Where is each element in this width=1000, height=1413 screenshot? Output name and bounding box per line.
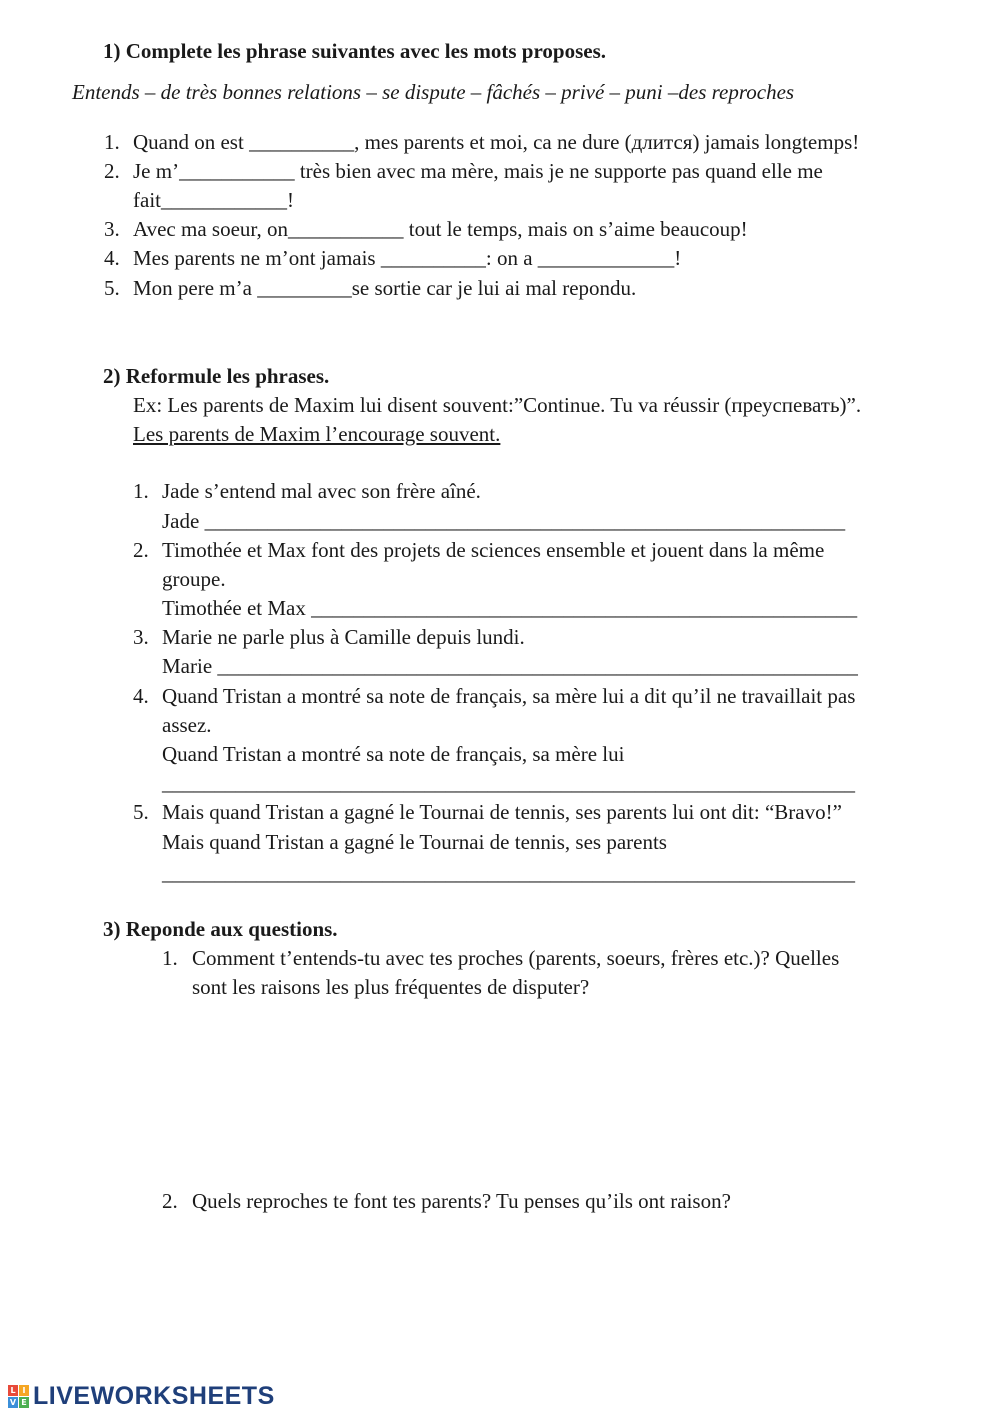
s2-item4-line3: Quand Tristan a montré sa note de français, sa mère lui <box>162 742 625 766</box>
s3-item2-number: 2. <box>162 1189 178 1213</box>
s2-example-answer: Les parents de Maxim l’encourage souvent. <box>133 422 501 446</box>
section3-heading: 3) Reponde aux questions. <box>103 917 338 941</box>
s2-item4-line2: assez. <box>162 713 212 737</box>
s2-item1-line2: Jade _____________________________________________________________ <box>162 509 846 533</box>
s1-item2-number: 2. <box>104 159 120 183</box>
s1-item1-number: 1. <box>104 130 120 154</box>
s3-item2-line1: Quels reproches te font tes parents? Tu penses qu’ils ont raison? <box>192 1189 731 1213</box>
s2-item2-number: 2. <box>133 538 149 562</box>
s1-item4-number: 4. <box>104 246 120 270</box>
logo-square-i: I <box>19 1385 29 1396</box>
word-bank: Entends – de très bonnes relations – se dispute – fâchés – privé – puni –des reproches <box>72 80 795 104</box>
s3-item1-number: 1. <box>162 946 178 970</box>
liveworksheets-logo[interactable] <box>8 1383 275 1409</box>
logo-square-e: E <box>19 1397 29 1408</box>
s1-item2-line2: fait____________! <box>133 188 294 212</box>
s1-item3-line1: Avec ma soeur, on___________ tout le temps, mais on s’aime beaucoup! <box>133 217 748 241</box>
s2-item1-number: 1. <box>133 479 149 503</box>
logo-text: LIVEWORKSHEETS <box>33 1381 275 1410</box>
s1-item5-number: 5. <box>104 276 120 300</box>
s2-item5-line3: __________________________________________________________________ <box>162 861 855 885</box>
s2-item2-line1: Timothée et Max font des projets de sciences ensemble et jouent dans la même <box>162 538 825 562</box>
s1-item2-line1: Je m’___________ très bien avec ma mère, mais je ne supporte pas quand elle me <box>133 159 823 183</box>
s3-item1-line2: sont les raisons les plus fréquentes de disputer? <box>192 975 590 999</box>
s2-item5-line1: Mais quand Tristan a gagné le Tournai de tennis, ses parents lui ont dit: “Bravo!” <box>162 800 842 824</box>
s2-item2-line3: Timothée et Max ____________________________________________________ <box>162 596 858 620</box>
s2-item4-line4: __________________________________________________________________ <box>162 771 855 795</box>
logo-square-l: L <box>8 1385 18 1396</box>
s2-item3-number: 3. <box>133 625 149 649</box>
s1-item3-number: 3. <box>104 217 120 241</box>
s2-item5-number: 5. <box>133 800 149 824</box>
s2-item3-line1: Marie ne parle plus à Camille depuis lundi. <box>162 625 525 649</box>
s2-item3-line2: Marie _____________________________________________________________ <box>162 654 858 678</box>
s3-item1-line1: Comment t’entends-tu avec tes proches (parents, soeurs, frères etc.)? Quelles <box>192 946 840 970</box>
s2-example: Ex: Les parents de Maxim lui disent souvent:”Continue. Tu va réussir (преуспевать)”. <box>133 393 862 417</box>
logo-mark-icon <box>8 1385 29 1408</box>
logo-square-v: V <box>9 1397 17 1407</box>
s2-item5-line2: Mais quand Tristan a gagné le Tournai de tennis, ses parents <box>162 830 667 854</box>
s2-item4-line1: Quand Tristan a montré sa note de français, sa mère lui a dit qu’il ne travaillait pas <box>162 684 856 708</box>
s2-item1-line1: Jade s’entend mal avec son frère aîné. <box>162 479 481 503</box>
section2-heading: 2) Reformule les phrases. <box>103 364 330 388</box>
section1-heading: 1) Complete les phrase suivantes avec les mots proposes. <box>103 39 606 63</box>
s2-item4-number: 4. <box>133 684 149 708</box>
s1-item5-line1: Mon pere m’a _________se sortie car je lui ai mal repondu. <box>133 276 637 300</box>
s2-item2-line2: groupe. <box>162 567 226 591</box>
s1-item4-line1: Mes parents ne m’ont jamais __________: on a _____________! <box>133 246 682 270</box>
s1-item1-line1: Quand on est __________, mes parents et moi, ca ne dure (длится) jamais longtemps! <box>133 130 860 154</box>
